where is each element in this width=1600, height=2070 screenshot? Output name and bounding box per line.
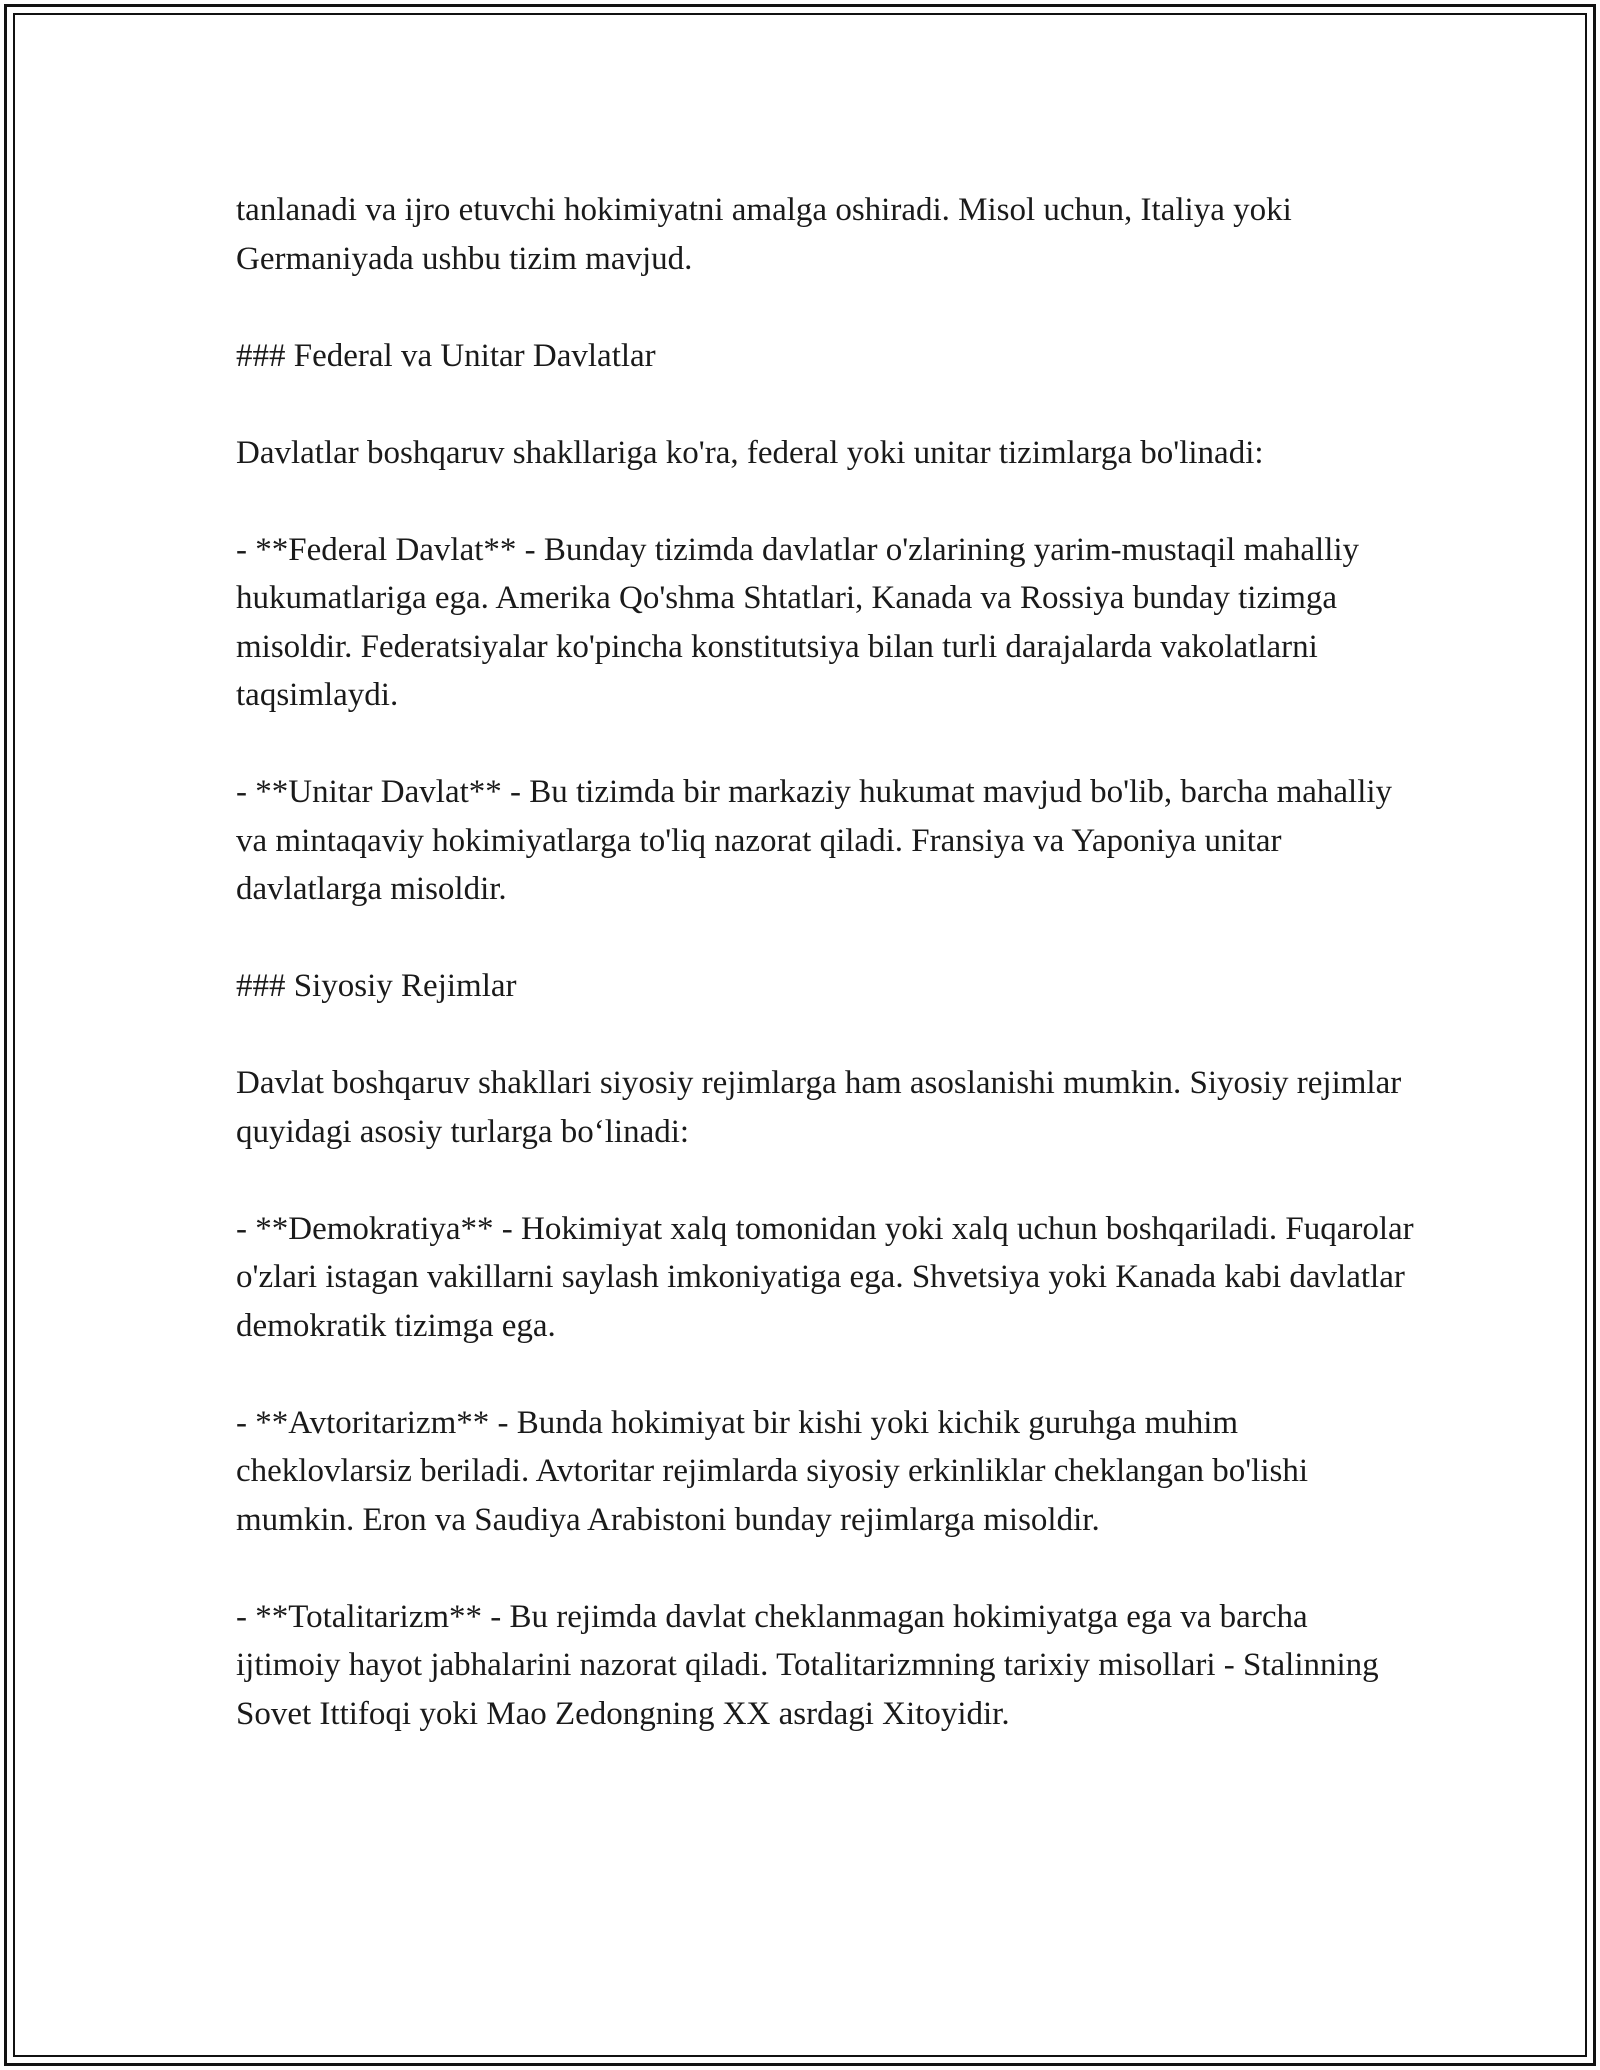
paragraph-rejimlar-intro: Davlat boshqaruv shakllari siyosiy rejimlarga ham asoslanishi mumkin. Siyosiy rejimlar quyidagi asosiy turlarga bo‘linadi: (236, 1065, 1402, 1150)
list-item-totalitarizm: - **Totalitarizm** - Bu rejimda davlat cheklanmagan hokimiyatga ega va barcha ijtimoiy hayot jabhalarini nazorat qiladi. Totalitarizmning tarixiy misollari - Stalinning Sovet Ittifoqi yoki Mao Zedongning XX asrdagi Xitoyidir. (236, 1598, 1379, 1732)
heading-siyosiy-rejimlar: ### Siyosiy Rejimlar (236, 968, 517, 1004)
list-item-avtoritarizm: - **Avtoritarizm** - Bunda hokimiyat bir kishi yoki kichik guruhga muhim cheklovlarsiz beriladi. Avtoritar rejimlarda siyosiy erkinliklar cheklangan bo'lishi mumkin. Eron va Saudiya Arabistoni bunday rejimlarga misoldir. (236, 1404, 1309, 1538)
document-body (236, 186, 1416, 1738)
list-item-federal-davlat: - **Federal Davlat** - Bunday tizimda davlatlar o'zlarining yarim-mustaqil mahalliy hukumatlariga ega. Amerika Qo'shma Shtatlari, Kanada va Rossiya bunday tizimga misoldir. Federatsiyalar ko'pincha konstitutsiya bilan turli darajalarda vakolatlarni taqsimlaydi. (236, 531, 1360, 713)
paragraph-intro-continuation: tanlanadi va ijro etuvchi hokimiyatni amalga oshiradi. Misol uchun, Italiya yoki Germaniyada ushbu tizim mavjud. (236, 192, 1292, 277)
list-item-demokratiya: - **Demokratiya** - Hokimiyat xalq tomonidan yoki xalq uchun boshqariladi. Fuqarolar o'zlari istagan vakillarni saylash imkoniyatiga ega. Shvetsiya yoki Kanada kabi davlatlar demokratik tizimga ega. (236, 1210, 1414, 1344)
heading-federal-unitar: ### Federal va Unitar Davlatlar (236, 337, 656, 374)
list-item-unitar-davlat: - **Unitar Davlat** - Bu tizimda bir markaziy hukumat mavjud bo'lib, barcha mahalliy va mintaqaviy hokimiyatlarga to'liq nazorat qiladi. Fransiya va Yaponiya unitar davlatlarga misoldir. (236, 774, 1393, 907)
paragraph-federal-unitar-intro: Davlatlar boshqaruv shakllariga ko'ra, federal yoki unitar tizimlarga bo'linadi: (236, 434, 1264, 471)
